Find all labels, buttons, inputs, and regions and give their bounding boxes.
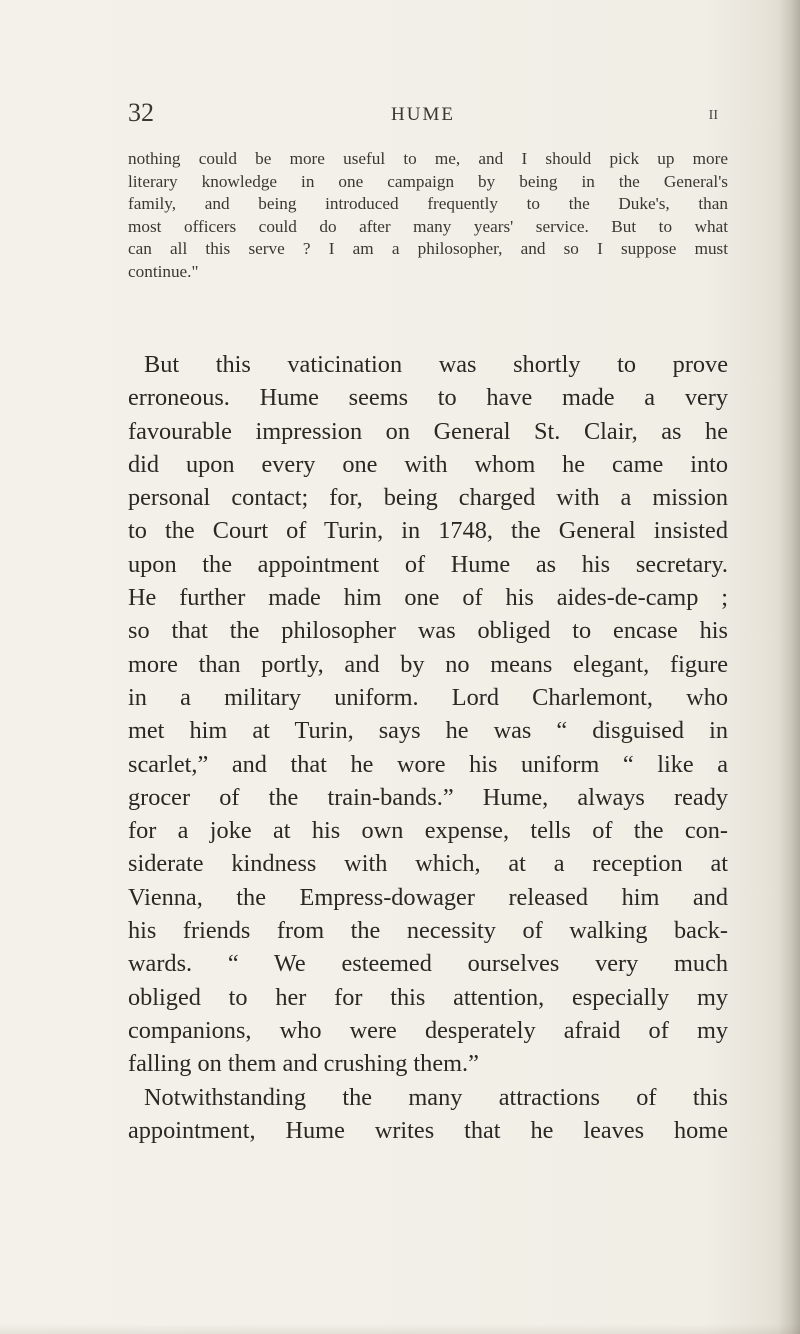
body-line: But this vaticination was shortly to prove	[144, 351, 728, 378]
body-line: appointment, Hume writes that he leaves home	[128, 1116, 728, 1144]
body-line: wards. “ We esteemed ourselves very much	[128, 950, 728, 978]
quote-line: can all this serve ? I am a philosopher, and so I suppose must	[128, 239, 728, 258]
body-line: to the Court of Turin, in 1748, the General insisted	[128, 517, 728, 545]
body-line: obliged to her for this attention, especially my	[128, 983, 728, 1011]
body-line: siderate kindness with which, at a reception at	[128, 850, 728, 878]
body-line: grocer of the train-bands.” Hume, always ready	[128, 783, 728, 811]
body-line: falling on them and crushing them.”	[128, 1050, 479, 1078]
body-text	[128, 348, 728, 1147]
running-head-title: HUME	[391, 104, 455, 125]
body-line: so that the philosopher was obliged to encase his	[128, 617, 728, 645]
body-line: scarlet,” and that he wore his uniform “ like a	[128, 750, 728, 778]
body-line: in a military uniform. Lord Charlemont, who	[128, 683, 728, 711]
quote-line: continue."	[128, 261, 199, 281]
quote-line: family, and being introduced frequently to the Duke's, than	[128, 194, 728, 213]
body-line: He further made him one of his aides-de-camp ;	[128, 584, 728, 612]
page-number: 32	[128, 98, 154, 127]
body-line: more than portly, and by no means elegant, figure	[128, 650, 728, 678]
body-line: favourable impression on General St. Clair, as he	[128, 417, 728, 445]
letter-quote	[128, 148, 728, 283]
quote-line: most officers could do after many years' service. But to what	[128, 216, 728, 236]
page-bottom-edge	[0, 1324, 800, 1334]
page-gutter-shadow	[778, 0, 800, 1334]
body-line: did upon every one with whom he came into	[128, 450, 728, 478]
body-line: Notwithstanding the many attractions of this	[144, 1083, 728, 1111]
body-line: his friends from the necessity of walking back-	[128, 917, 728, 945]
running-head	[128, 98, 718, 128]
quote-line: nothing could be more useful to me, and I should pick up more	[128, 149, 728, 168]
body-line: personal contact; for, being charged with a mission	[128, 484, 728, 512]
body-line: companions, who were desperately afraid of my	[128, 1016, 728, 1044]
chapter-number: II	[708, 108, 718, 123]
body-line: upon the appointment of Hume as his secretary.	[128, 550, 728, 578]
body-line: Vienna, the Empress-dowager released him and	[128, 883, 728, 911]
quote-line: literary knowledge in one campaign by being in the General's	[128, 171, 728, 191]
body-line: met him at Turin, says he was “ disguised in	[128, 717, 728, 745]
body-line: for a joke at his own expense, tells of the con-	[128, 817, 728, 845]
body-line: erroneous. Hume seems to have made a very	[128, 384, 728, 412]
